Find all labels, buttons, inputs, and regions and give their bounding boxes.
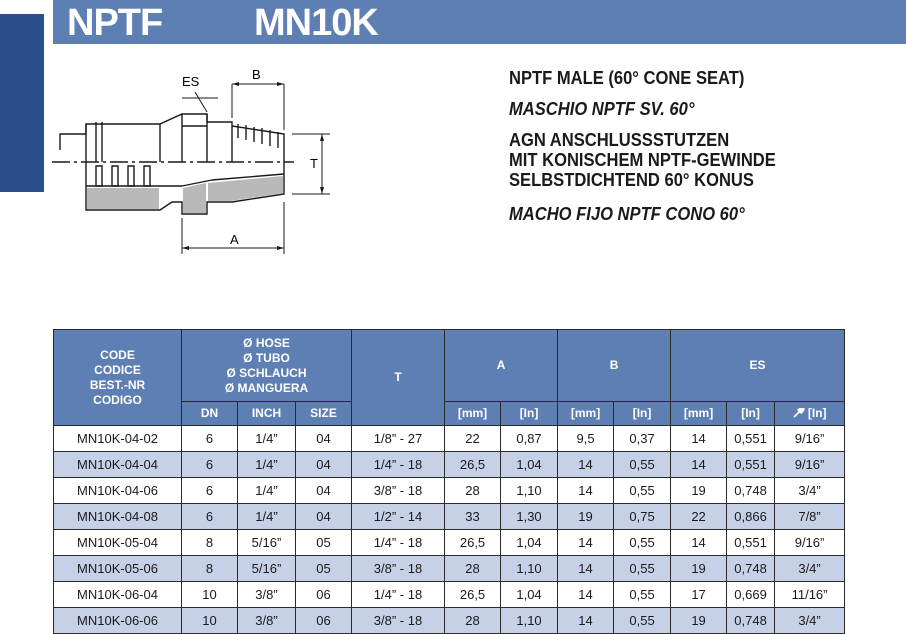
cell-b-mm: 14 [558,452,614,478]
table-body [54,426,845,634]
wrench-icon [793,406,808,420]
column-header-t: T [352,330,445,426]
description-line-es: MACHO FIJO NPTF CONO 60° [509,204,745,224]
cell-es-wrench: 11/16” [775,582,845,608]
cell-size: 04 [296,504,352,530]
cell-es-mm: 19 [671,608,727,634]
cell-b-mm: 14 [558,556,614,582]
cell-dn: 6 [182,426,238,452]
cell-b-mm: 9,5 [558,426,614,452]
header-line: Ø TUBO [243,350,290,365]
cell-t: 3/8” - 18 [352,608,445,634]
cell-t: 1/4” - 18 [352,582,445,608]
cell-code: MN10K-04-02 [54,426,182,452]
column-header-b-in: [In] [614,402,671,426]
cell-size: 06 [296,608,352,634]
cell-a-in: 1,30 [501,504,558,530]
column-header-a-in: [In] [501,402,558,426]
cell-b-in: 0,55 [614,452,671,478]
cell-es-wrench: 3/4” [775,608,845,634]
column-header-inch: INCH [238,402,296,426]
cell-es-in: 0,551 [727,530,775,556]
cell-dn: 10 [182,582,238,608]
cell-code: MN10K-05-06 [54,556,182,582]
column-header-b: B [558,330,671,402]
cell-es-mm: 22 [671,504,727,530]
title-bar [53,0,906,44]
cell-inch: 1/4” [238,452,296,478]
cell-a-mm: 28 [445,556,501,582]
cell-a-mm: 26,5 [445,582,501,608]
cell-code: MN10K-04-06 [54,478,182,504]
cell-inch: 1/4” [238,478,296,504]
cell-es-in: 0,748 [727,478,775,504]
cell-dn: 8 [182,530,238,556]
cell-es-in: 0,748 [727,556,775,582]
cell-size: 06 [296,582,352,608]
cell-es-wrench: 9/16” [775,452,845,478]
cell-b-mm: 14 [558,608,614,634]
cell-inch: 5/16” [238,556,296,582]
table-row [54,478,845,504]
header-line: BEST.-NR [89,377,146,392]
cell-code: MN10K-06-04 [54,582,182,608]
dimension-label-a: A [230,232,239,247]
cell-size: 04 [296,478,352,504]
cell-es-wrench: 9/16” [775,530,845,556]
cell-es-mm: 19 [671,478,727,504]
cell-inch: 1/4” [238,426,296,452]
column-header-es-mm: [mm] [671,402,727,426]
column-header-es-in: [In] [727,402,775,426]
cell-es-mm: 14 [671,452,727,478]
cell-t: 1/4” - 18 [352,452,445,478]
column-header-hose [182,330,352,402]
table-row [54,452,845,478]
cell-es-in: 0,551 [727,426,775,452]
cell-a-in: 1,04 [501,530,558,556]
cell-b-in: 0,55 [614,478,671,504]
cell-t: 1/8” - 27 [352,426,445,452]
cell-a-mm: 28 [445,478,501,504]
dimension-label-es: ES [182,74,200,89]
header-line: Ø HOSE [243,335,290,350]
table-row [54,426,845,452]
cell-a-mm: 26,5 [445,452,501,478]
cell-a-in: 1,04 [501,452,558,478]
cell-code: MN10K-05-04 [54,530,182,556]
cell-a-in: 1,04 [501,582,558,608]
dimension-label-b: B [252,67,261,82]
cell-b-in: 0,55 [614,608,671,634]
cell-code: MN10K-04-04 [54,452,182,478]
description-line-de-1: AGN ANSCHLUSSSTUTZEN [509,130,730,150]
table-row [54,530,845,556]
column-header-a-mm: [mm] [445,402,501,426]
dimension-label-t: T [310,156,318,171]
cell-es-mm: 14 [671,530,727,556]
cell-t: 1/4” - 18 [352,530,445,556]
table-row [54,504,845,530]
cell-a-mm: 26,5 [445,530,501,556]
cell-dn: 10 [182,608,238,634]
cell-a-in: 1,10 [501,556,558,582]
column-header-size: SIZE [296,402,352,426]
cell-es-in: 0,866 [727,504,775,530]
description-line-it: MASCHIO NPTF SV. 60° [509,99,695,119]
table-row [54,556,845,582]
cell-es-wrench: 3/4” [775,556,845,582]
cell-b-in: 0,55 [614,556,671,582]
cell-a-in: 0,87 [501,426,558,452]
product-code-title: MN10K [254,2,378,44]
cell-a-mm: 28 [445,608,501,634]
cell-inch: 5/16” [238,530,296,556]
cell-a-in: 1,10 [501,608,558,634]
description-line-en: NPTF MALE (60° CONE SEAT) [509,68,745,88]
column-header-es-wrench [775,402,845,426]
description-line-de-2: MIT KONISCHEM NPTF-GEWINDE [509,150,776,170]
cell-es-mm: 14 [671,426,727,452]
cell-es-in: 0,748 [727,608,775,634]
header-line: Ø SCHLAUCH [226,365,307,380]
product-description [509,68,899,224]
cell-b-mm: 19 [558,504,614,530]
cell-inch: 3/8” [238,582,296,608]
cell-es-wrench: 9/16” [775,426,845,452]
cell-t: 3/8” - 18 [352,556,445,582]
header-line: Ø MANGUERA [224,380,309,395]
cell-b-in: 0,37 [614,426,671,452]
wrench-unit-label: [In] [807,406,827,420]
cell-es-mm: 19 [671,556,727,582]
cell-t: 3/8” - 18 [352,478,445,504]
cell-es-in: 0,669 [727,582,775,608]
cell-inch: 1/4” [238,504,296,530]
cell-size: 04 [296,452,352,478]
header-line: CODIGO [93,392,142,407]
cell-es-wrench: 7/8” [775,504,845,530]
cell-b-in: 0,75 [614,504,671,530]
cell-code: MN10K-04-08 [54,504,182,530]
cell-dn: 6 [182,504,238,530]
cell-size: 04 [296,426,352,452]
column-header-dn: DN [182,402,238,426]
cell-dn: 6 [182,452,238,478]
fitting-technical-drawing [52,62,332,262]
cell-dn: 6 [182,478,238,504]
cell-b-in: 0,55 [614,530,671,556]
section-side-tab [0,14,44,192]
table-row [54,608,845,634]
cell-size: 05 [296,556,352,582]
table-row [54,582,845,608]
column-header-b-mm: [mm] [558,402,614,426]
cell-a-mm: 33 [445,504,501,530]
cell-code: MN10K-06-06 [54,608,182,634]
dimension-table [53,329,845,634]
cell-a-mm: 22 [445,426,501,452]
cell-b-in: 0,55 [614,582,671,608]
cell-b-mm: 14 [558,478,614,504]
cell-es-wrench: 3/4” [775,478,845,504]
product-family-title: NPTF [67,2,163,44]
cell-b-mm: 14 [558,582,614,608]
cell-t: 1/2” - 14 [352,504,445,530]
cell-size: 05 [296,530,352,556]
cell-dn: 8 [182,556,238,582]
header-line: CODICE [94,362,141,377]
cell-a-in: 1,10 [501,478,558,504]
column-header-a: A [445,330,558,402]
description-line-de-3: SELBSTDICHTEND 60° KONUS [509,170,754,190]
cell-es-in: 0,551 [727,452,775,478]
header-line: CODE [100,347,135,362]
column-header-es: ES [671,330,845,402]
cell-b-mm: 14 [558,530,614,556]
column-header-code [54,330,182,426]
cell-inch: 3/8” [238,608,296,634]
cell-es-mm: 17 [671,582,727,608]
